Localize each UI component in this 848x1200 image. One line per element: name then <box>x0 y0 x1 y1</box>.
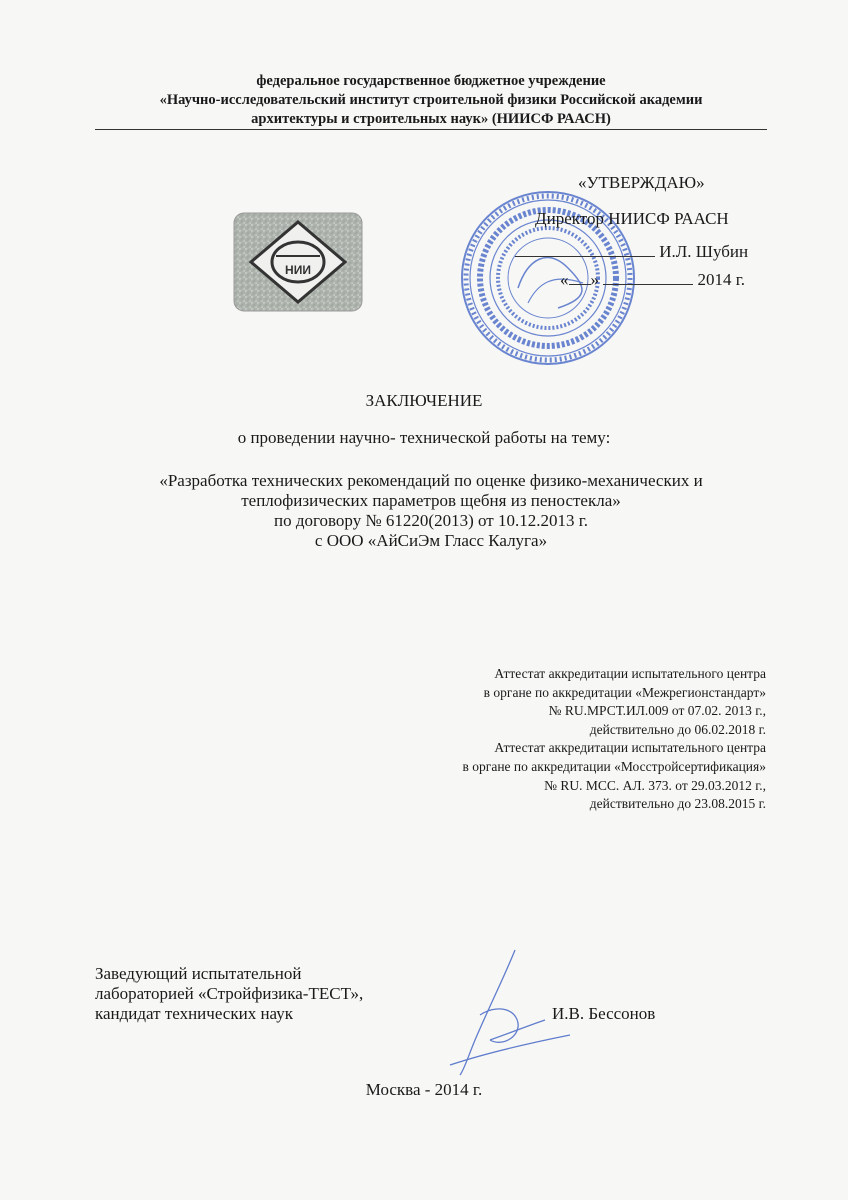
header-line-1: федеральное государственное бюджетное учреждение <box>256 73 606 89</box>
signature-line <box>515 242 655 257</box>
accreditation-line: действительно до 23.08.2015 г. <box>589 796 766 812</box>
date-open-quote: « <box>560 270 569 289</box>
approval-title: «УТВЕРЖДАЮ» <box>578 173 705 192</box>
institution-header <box>95 72 767 129</box>
header-divider <box>95 129 767 130</box>
accreditation-line: № RU.МРСТ.ИЛ.009 от 07.02. 2013 г., <box>548 703 766 719</box>
accreditation-line: в органе по аккредитации «Межрегионстандарт» <box>483 684 766 700</box>
accreditation-line: действительно до 06.02.2018 г. <box>589 721 766 737</box>
signatory-title <box>95 964 363 1024</box>
month-blank <box>603 270 693 285</box>
approval-position: Директор НИИСФ РААСН <box>535 209 729 228</box>
approval-signatory <box>515 242 768 262</box>
day-blank <box>569 270 591 285</box>
header-line-3: архитектуры и строительных наук» (НИИСФ РААСН) <box>251 111 611 127</box>
accreditation-block <box>463 665 766 814</box>
approval-name: И.Л. Шубин <box>659 242 749 261</box>
city-year: Москва - 2014 г. <box>365 1080 483 1099</box>
document-title: ЗАКЛЮЧЕНИЕ <box>365 391 483 410</box>
company-line: с ООО «АйСиЭм Гласс Калуга» <box>314 531 548 550</box>
signatory-line-2: лабораторией «Стройфизика-ТЕСТ», <box>95 984 364 1003</box>
date-close-quote: » <box>590 270 599 289</box>
accreditation-line: Аттестат аккредитации испытательного центра <box>494 740 766 756</box>
header-line-2: «Научно-исследовательский институт строительной физики Российской академии <box>159 92 703 108</box>
accreditation-line: № RU. МСС. АЛ. 373. от 29.03.2012 г., <box>544 777 766 793</box>
contract-line: по договору № 61220(2013) от 10.12.2013 г. <box>273 511 589 530</box>
approval-year: 2014 г. <box>697 270 746 289</box>
signatory-name: И.В. Бессонов <box>552 1004 656 1023</box>
hologram-text: НИИ <box>285 263 311 277</box>
hologram-logo <box>233 212 363 312</box>
document-subtitle: о проведении научно- технической работы на тему: <box>237 428 611 447</box>
accreditation-line: в органе по аккредитации «Мосстройсертификация» <box>462 758 766 774</box>
approval-date <box>560 270 745 290</box>
accreditation-line: Аттестат аккредитации испытательного центра <box>494 666 766 681</box>
topic-line-1: «Разработка технических рекомендаций по оценке физико-механических и <box>159 471 703 490</box>
topic-line-2: теплофизических параметров щебня из пеностекла» <box>241 491 621 510</box>
signatory-line-1: Заведующий испытательной <box>95 964 302 983</box>
signatory-line-3: кандидат технических наук <box>95 1004 293 1023</box>
work-topic <box>95 471 767 551</box>
